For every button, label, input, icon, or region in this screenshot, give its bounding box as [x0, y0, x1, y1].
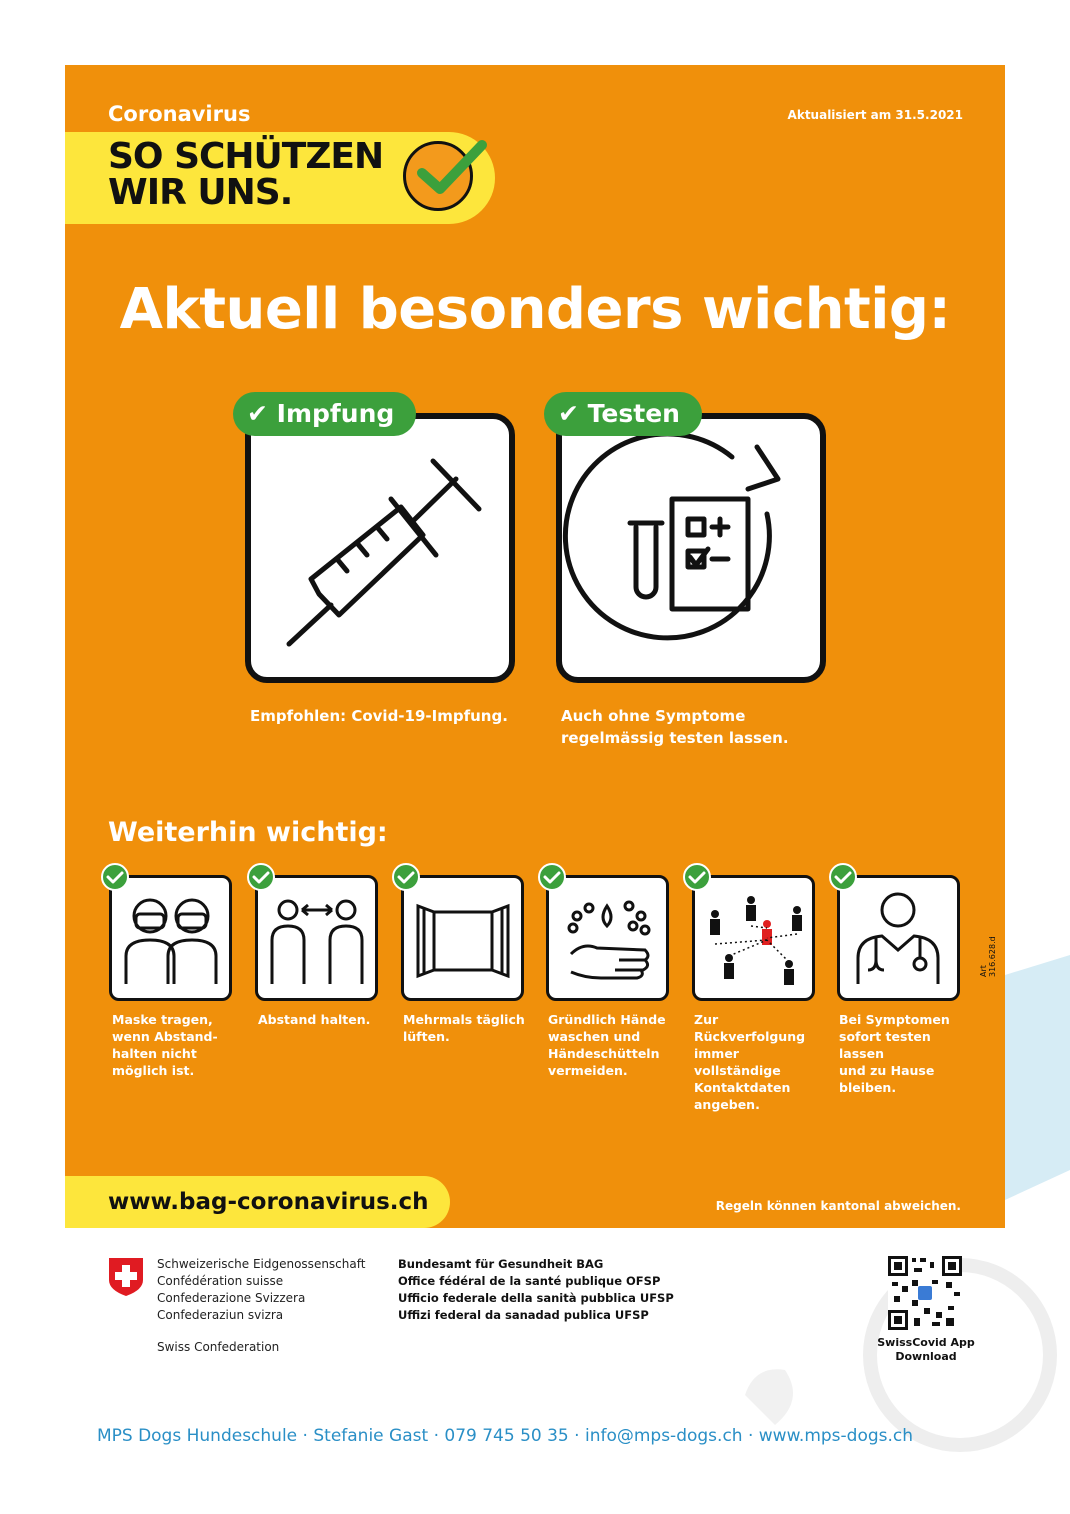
phone-number[interactable]: 079 745 50 35: [444, 1426, 569, 1446]
testing-card: [556, 413, 826, 683]
footer-contact: [0, 1426, 1010, 1446]
separator: ·: [433, 1426, 445, 1446]
doctor-card: [837, 875, 960, 1001]
contact-tracing-card: [692, 875, 815, 1001]
mask-card: [109, 875, 232, 1001]
contact-tracing-caption: Zur Rückverfolgung immer vollständige Kontaktdaten angeben.: [694, 1012, 806, 1112]
web-link[interactable]: www.mps-dogs.ch: [758, 1426, 914, 1446]
check-icons: [65, 863, 1005, 891]
qr-caption: SwissCovid App Download: [877, 1336, 975, 1363]
qr-code-icon[interactable]: [888, 1256, 962, 1330]
distance-caption: Abstand halten.: [258, 1012, 371, 1027]
doctor-caption: Bei Symptomen sofort testen lassen und zu Hause bleiben.: [839, 1012, 950, 1095]
slogan-text: SO SCHÜTZEN WIR UNS.: [108, 136, 384, 213]
check-icon: ✔: [247, 399, 268, 428]
vaccination-pill: ✔ Impfung: [233, 392, 416, 436]
separator: ·: [302, 1426, 314, 1446]
hand-wash-icon: [549, 878, 666, 998]
window-card: [401, 875, 524, 1001]
syringe-icon: [251, 419, 509, 677]
contact-person: Stefanie Gast: [313, 1426, 429, 1446]
headline: Aktuell besonders wichtig:: [119, 277, 951, 342]
slogan-check-icon: [410, 135, 490, 205]
handwash-caption: Gründlich Hände waschen und Händeschütteln vermeiden.: [548, 1012, 666, 1078]
contact-tracing-icon: [695, 878, 812, 998]
rules-note: Regeln können kantonal abweichen.: [715, 1199, 961, 1213]
window-icon: [404, 878, 521, 998]
distance-icon: [258, 878, 375, 998]
vaccination-caption: Empfohlen: Covid-19-Impfung.: [250, 707, 508, 725]
doctor-icon: [840, 878, 957, 998]
poster: [65, 65, 1005, 1228]
federal-office-names: Bundesamt für Gesundheit BAG Office fédéral de la santé publique OFSP Ufficio federale della sanità pubblica UFSP Uffizi federal da sanadad publica UFSP: [398, 1257, 674, 1322]
updated-date: Aktualisiert am 31.5.2021: [787, 108, 963, 122]
confederation-names: Schweizerische Eidgenossenschaft Confédération suisse Confederazione Svizzera Confederaziun svizra: [157, 1257, 366, 1322]
swiss-confederation: Swiss Confederation: [157, 1340, 280, 1354]
handwash-card: [546, 875, 669, 1001]
school-name: MPS Dogs Hundeschule: [96, 1426, 298, 1446]
separator: ·: [747, 1426, 759, 1446]
mask-icon: [112, 878, 229, 998]
article-number: Art 316.628.d: [979, 936, 997, 977]
test-cycle-icon: [562, 419, 820, 677]
window-caption: Mehrmals täglich lüften.: [403, 1012, 525, 1044]
poster-header: Coronavirus: [108, 102, 251, 126]
email-link[interactable]: info@mps-dogs.ch: [584, 1426, 743, 1446]
check-icon: ✔: [558, 399, 579, 428]
distance-card: [255, 875, 378, 1001]
swiss-flag-icon: [107, 1256, 145, 1298]
testing-pill: ✔ Testen: [544, 392, 702, 436]
secondary-heading: Weiterhin wichtig:: [108, 817, 388, 848]
website-link[interactable]: www.bag-coronavirus.ch: [108, 1189, 429, 1215]
mask-caption: Maske tragen, wenn Abstand- halten nicht möglich ist.: [112, 1012, 218, 1078]
separator: ·: [574, 1426, 585, 1446]
vaccination-card: [245, 413, 515, 683]
testing-caption: Auch ohne Symptome regelmässig testen lassen.: [561, 707, 789, 747]
